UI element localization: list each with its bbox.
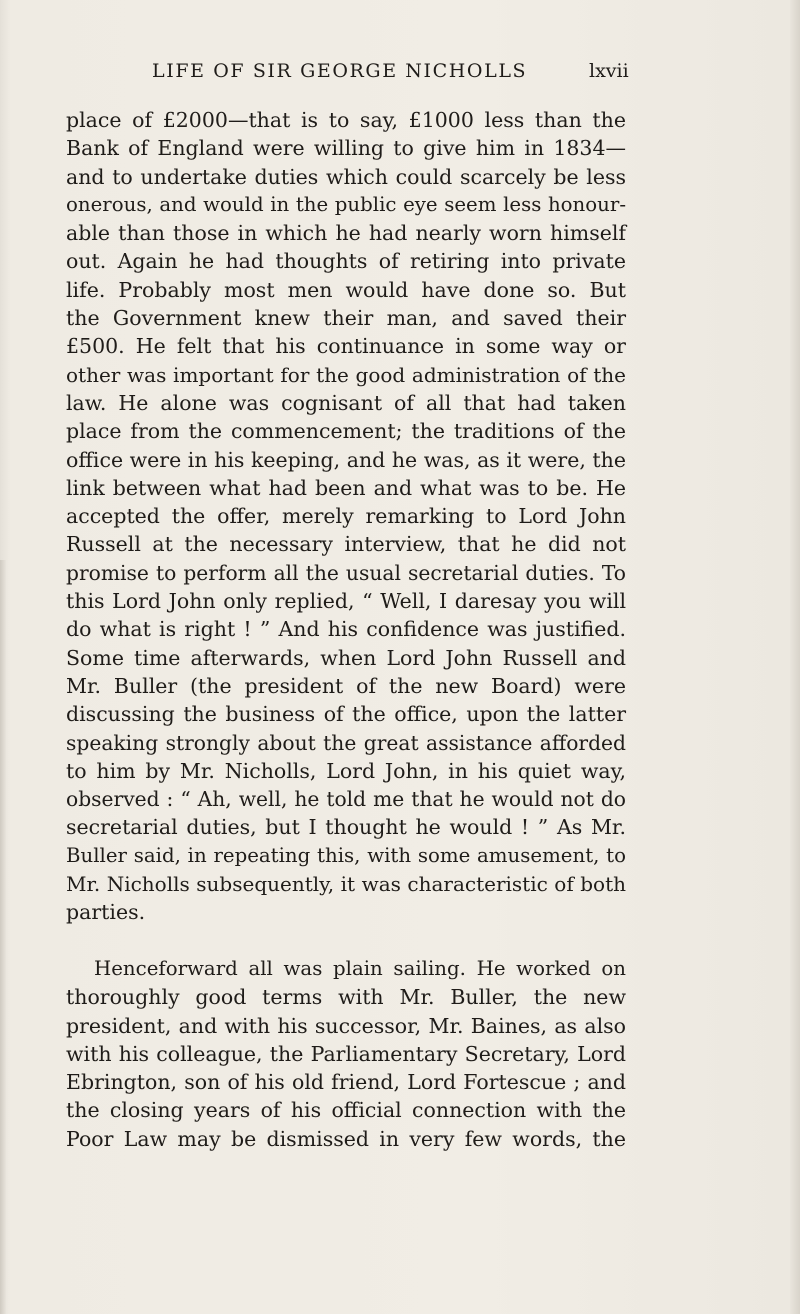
page-gutter-shadow: [0, 560, 6, 1314]
text-line: £500. He felt that his continuance in some way or: [66, 334, 626, 359]
text-line: place from the commencement; the traditions of the: [66, 419, 626, 444]
text-line: onerous, and would in the public eye seem less honour-: [66, 192, 626, 216]
running-header: [0, 58, 800, 90]
text-line: link between what had been and what was to be. He: [66, 475, 626, 500]
body-text: [66, 106, 626, 1153]
text-line: the closing years of his official connection with the: [66, 1098, 626, 1123]
text-line: Bank of England were willing to give him in 1834—: [66, 136, 626, 161]
text-line: Poor Law may be dismissed in very few words, the: [66, 1126, 626, 1151]
text-line: office were in his keeping, and he was, as it were, the: [66, 447, 626, 472]
text-line: and to undertake duties which could scarcely be less: [66, 164, 626, 189]
text-line: Russell at the necessary interview, that he did not: [66, 532, 626, 557]
text-line: thoroughly good terms with Mr. Buller, the new: [66, 985, 626, 1010]
text-line: secretarial duties, but I thought he would ! ” As Mr.: [66, 815, 626, 840]
text-line: Henceforward all was plain sailing. He worked on: [94, 956, 626, 980]
text-line: president, and with his successor, Mr. Baines, as also: [66, 1013, 626, 1038]
text-line: observed : “ Ah, well, he told me that he would not do: [66, 787, 626, 812]
text-line: the Government knew their man, and saved their: [66, 306, 626, 331]
text-line: Mr. Buller (the president of the new Board) were: [66, 673, 626, 698]
text-line: Buller said, in repeating this, with some amusement, to: [66, 843, 626, 867]
paragraph: [66, 955, 626, 1153]
text-line: life. Probably most men would have done so. But: [66, 277, 626, 302]
paragraph-gap: [66, 927, 626, 955]
text-line: promise to perform all the usual secretarial duties. To: [66, 560, 626, 585]
text-line: accepted the offer, merely remarking to Lord John: [66, 504, 626, 529]
paragraph: [66, 106, 626, 927]
page-number: lxvii: [589, 60, 629, 82]
text-line: Some time afterwards, when Lord John Russell and: [66, 645, 626, 670]
text-line: with his colleague, the Parliamentary Secretary, Lord: [66, 1041, 626, 1066]
text-line: speaking strongly about the great assistance afforded: [66, 730, 626, 755]
text-line: other was important for the good administration of the: [66, 362, 626, 387]
text-line: to him by Mr. Nicholls, Lord John, in his quiet way,: [66, 758, 626, 783]
text-line: this Lord John only replied, “ Well, I daresay you will: [66, 589, 626, 614]
running-title: LIFE OF SIR GEORGE NICHOLLS: [152, 60, 528, 82]
text-line: Mr. Nicholls subsequently, it was characteristic of both: [66, 872, 626, 897]
text-line: out. Again he had thoughts of retiring into private: [66, 249, 626, 274]
text-line: place of £2000—that is to say, £1000 less than the: [66, 108, 626, 132]
text-line: Ebrington, son of his old friend, Lord Fortescue ; and: [66, 1070, 626, 1095]
text-line: do what is right ! ” And his confidence was justified.: [66, 617, 626, 642]
text-line: discussing the business of the office, upon the latter: [66, 702, 626, 727]
text-line: law. He alone was cognisant of all that had taken: [66, 390, 626, 415]
page-edge-shadow: [790, 0, 800, 1314]
text-line: parties.: [66, 900, 146, 925]
text-line: able than those in which he had nearly worn himself: [66, 221, 626, 246]
